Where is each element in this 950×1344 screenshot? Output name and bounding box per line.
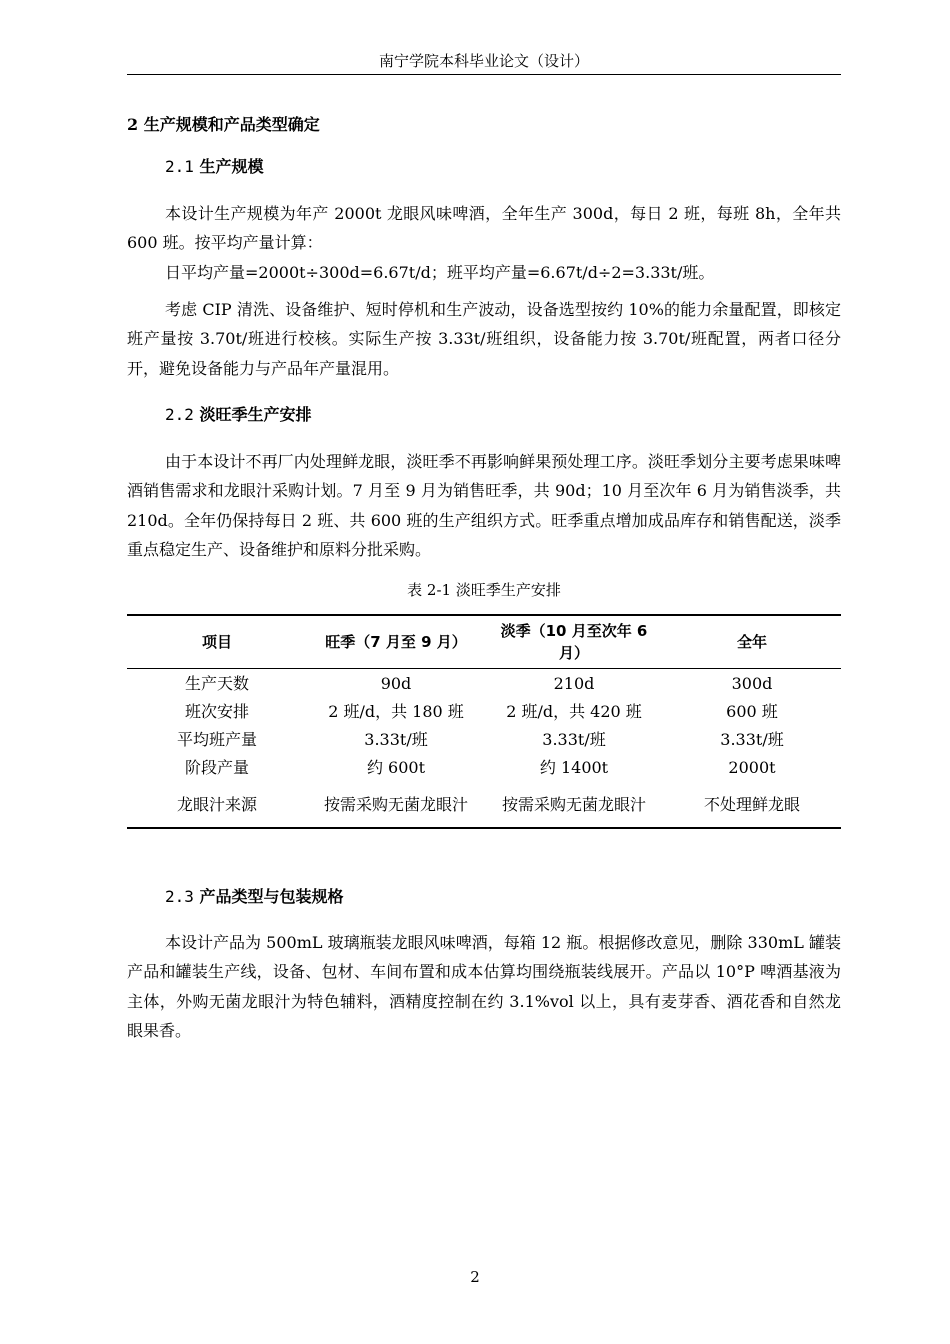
table-cell: 按需采购无菌龙眼汁 <box>323 794 468 814</box>
table-cell: 平均班产量 <box>176 729 257 749</box>
table-row <box>127 697 841 725</box>
table-cell: 龙眼汁来源 <box>176 794 257 814</box>
table-cell: 按需采购无菌龙眼汁 <box>501 794 646 814</box>
table-cell: 3.33t/班 <box>364 729 428 749</box>
section-title: 2 生产规模和产品类型确定 <box>127 115 320 134</box>
table-cell: 生产天数 <box>184 673 249 693</box>
page-header: 南宁学院本科毕业论文（设计） <box>127 48 841 75</box>
heading-number: 2.2 <box>165 405 194 424</box>
table-row <box>127 669 841 698</box>
table-cell: 2 班/d，共 420 班 <box>506 701 642 721</box>
table-row <box>127 781 841 828</box>
table-cell: 班次安排 <box>184 701 249 721</box>
column-header: 淡季（10 月至次年 6 月） <box>500 622 648 662</box>
paragraph: 日平均产量=2000t÷300d=6.67t/d；班平均产量=6.67t/d÷2=3.33t/班。 <box>165 263 715 282</box>
page-number: 2 <box>470 1268 480 1286</box>
table-cell: 600 班 <box>726 701 778 721</box>
paragraph: 由于本设计不再厂内处理鲜龙眼，淡旺季不再影响鲜果预处理工序。淡旺季划分主要考虑果味啤酒销售需求和龙眼汁采购计划。7 月至 9 月为销售旺季，共 90d；10 月至次年 6 月为销售淡季，共 210d。全年仍保持每日 2 班、共 600 班的生产组织方式。旺季重点增加成品库存和销售配送，淡季重点稳定生产、设备维护和原料分批采购。 <box>127 452 841 559</box>
table-cell: 3.33t/班 <box>542 729 606 749</box>
table-cell: 2000t <box>728 757 776 777</box>
table-header-row <box>127 615 841 669</box>
paragraph: 本设计产品为 500mL 玻璃瓶装龙眼风味啤酒，每箱 12 瓶。根据修改意见，删除 330mL 罐装产品和罐装生产线，设备、包材、车间布置和成本估算均围绕瓶装线展开。产品以 10°P 啤酒基液为主体，外购无菌龙眼汁为特色辅料，酒精度控制在约 3.1%vol 以上，具有麦芽香、酒花香和自然龙眼果香。 <box>127 933 841 1040</box>
subsection-heading-2-1 <box>165 154 264 180</box>
column-header: 项目 <box>201 633 232 651</box>
paragraph: 考虑 CIP 清洗、设备维护、短时停机和生产波动，设备选型按约 10%的能力余量配置，即核定班产量按 3.70t/班进行校核。实际生产按 3.33t/班组织，设备能力按 3.70t/班配置，两者口径分开，避免设备能力与产品年产量混用。 <box>127 300 841 378</box>
table-cell: 300d <box>731 673 773 693</box>
subsection-heading-2-3 <box>165 884 344 910</box>
table-cell: 90d <box>380 673 412 693</box>
table-cell: 约 600t <box>366 757 426 777</box>
table-cell: 3.33t/班 <box>720 729 784 749</box>
table-cell: 不处理鲜龙眼 <box>703 794 800 814</box>
table-cell: 阶段产量 <box>184 757 249 777</box>
column-header: 全年 <box>736 633 767 651</box>
table-cell: 约 1400t <box>539 757 609 777</box>
heading-number: 2.3 <box>165 887 194 906</box>
table-caption: 表 2-1 淡旺季生产安排 <box>407 581 561 599</box>
table-cell: 210d <box>553 673 595 693</box>
heading-number: 2.1 <box>165 157 194 176</box>
column-header: 旺季（7 月至 9 月） <box>325 633 467 651</box>
paragraph: 本设计生产规模为年产 2000t 龙眼风味啤酒，全年生产 300d，每日 2 班，每班 8h，全年共 600 班。按平均产量计算： <box>127 204 841 253</box>
production-schedule-table <box>127 614 841 829</box>
table-row <box>127 753 841 781</box>
heading-text: 淡旺季生产安排 <box>199 405 312 424</box>
heading-text: 生产规模 <box>199 157 264 176</box>
subsection-heading-2-2 <box>165 402 312 428</box>
table-row <box>127 725 841 753</box>
heading-text: 产品类型与包装规格 <box>199 887 344 906</box>
table-cell: 2 班/d，共 180 班 <box>328 701 464 721</box>
